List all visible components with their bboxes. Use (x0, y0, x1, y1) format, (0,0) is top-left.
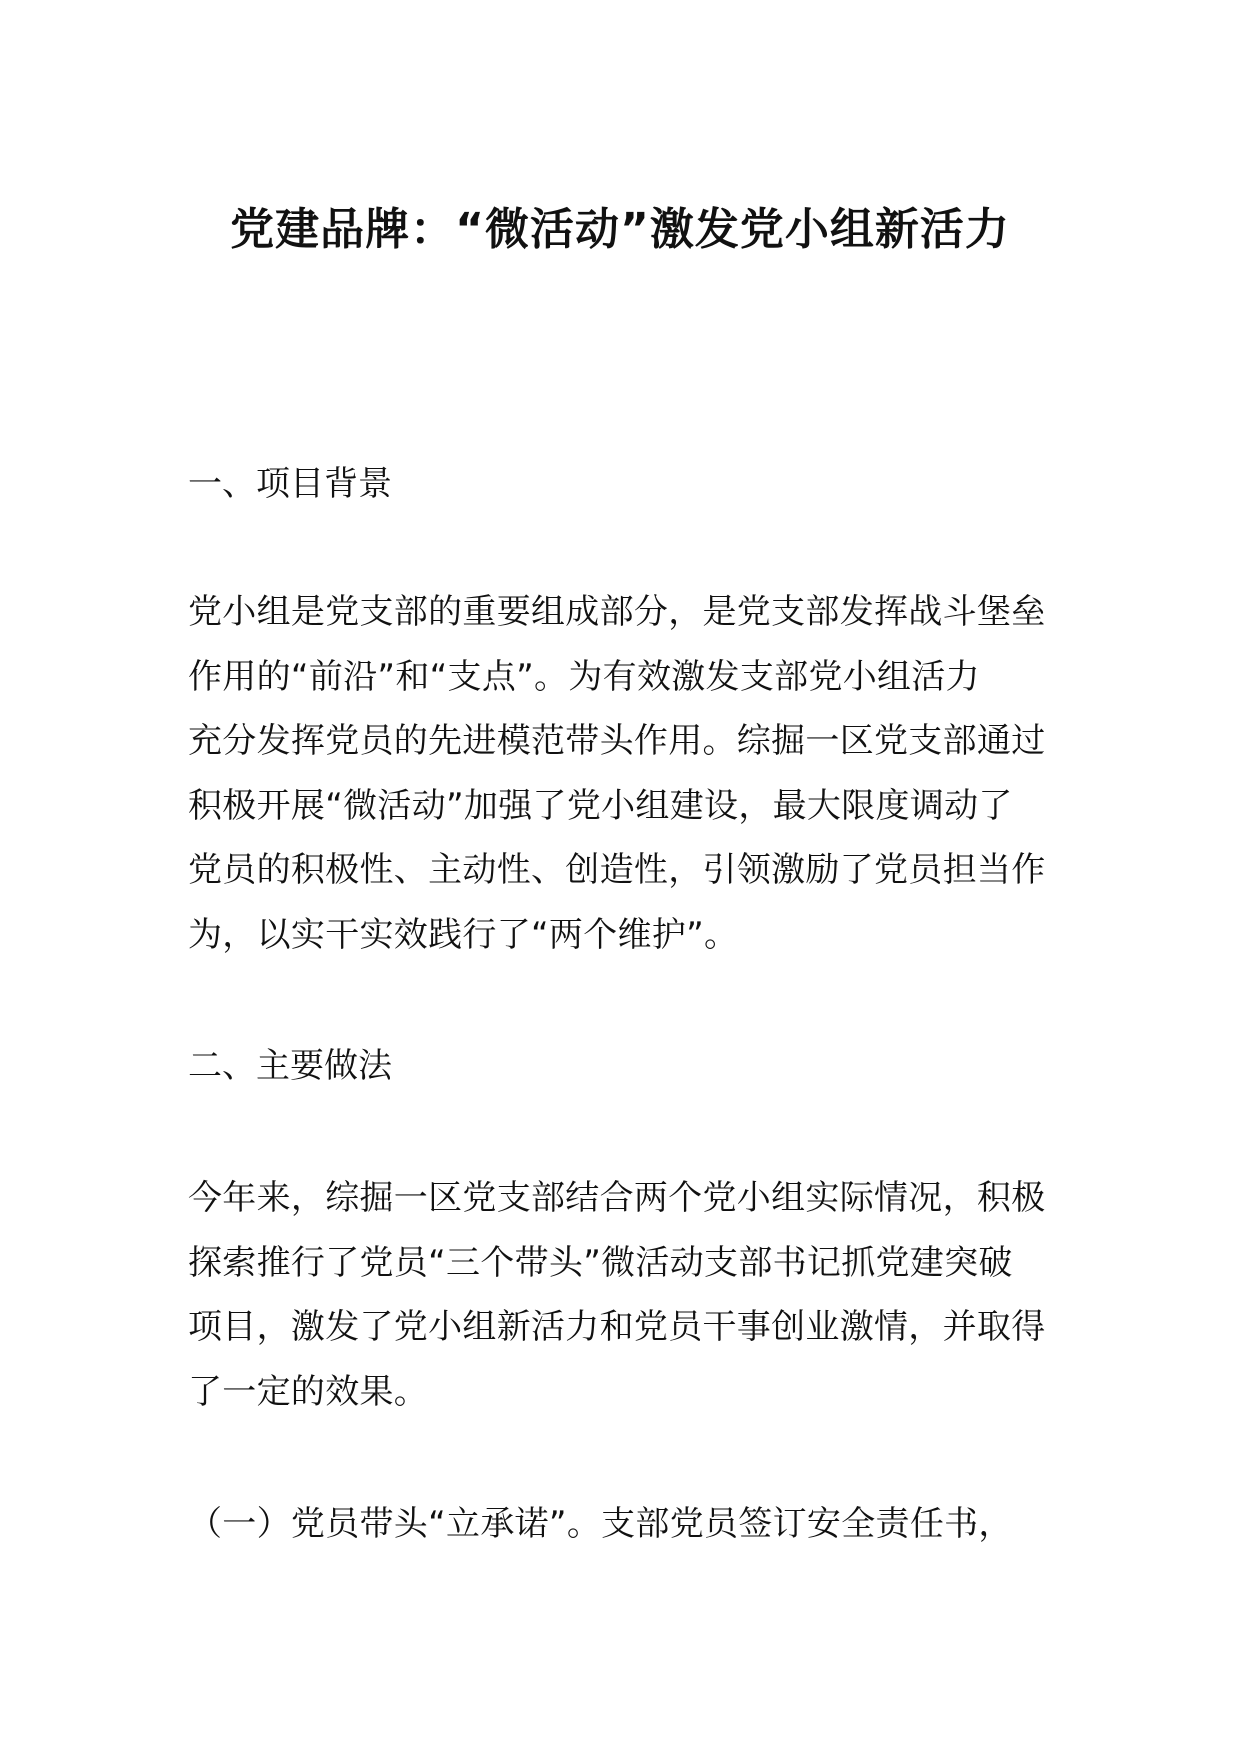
paragraph-line: 党小组是党支部的重要组成部分，是党支部发挥战斗堡垒 (188, 592, 1046, 632)
paragraph-line: 充分发挥党员的先进模范带头作用。综掘一区党支部通过 (188, 721, 1046, 761)
paragraph-line: 今年来，综掘一区党支部结合两个党小组实际情况，积极 (188, 1178, 1046, 1218)
section-heading-methods: 二、主要做法 (188, 1046, 392, 1086)
paragraph-line: 探索推行了党员“三个带头”微活动支部书记抓党建突破 (188, 1242, 1013, 1283)
paragraph-line: 了一定的效果。 (188, 1371, 429, 1412)
paragraph-background (188, 580, 1068, 967)
paragraph-line: 为，以实干实效践行了“两个维护”。 (188, 914, 739, 955)
paragraph-line: （一）党员带头“立承诺”。支部党员签订安全责任书， (188, 1504, 1013, 1544)
paragraph-item-1 (188, 1492, 1068, 1557)
paragraph-line: 项目，激发了党小组新活力和党员干事创业激情，并取得 (188, 1307, 1046, 1347)
paragraph-line: 党员的积极性、主动性、创造性，引领激励了党员担当作 (188, 850, 1046, 890)
section-heading-background: 一、项目背景 (188, 464, 392, 504)
paragraph-methods (188, 1166, 1068, 1424)
paragraph-line: 积极开展“微活动”加强了党小组建设，最大限度调动了 (188, 785, 1013, 826)
paragraph-line: 作用的“前沿”和“支点”。为有效激发支部党小组活力 (188, 656, 980, 697)
document-title: 党建品牌：“微活动”激发党小组新活力 (230, 204, 1010, 255)
